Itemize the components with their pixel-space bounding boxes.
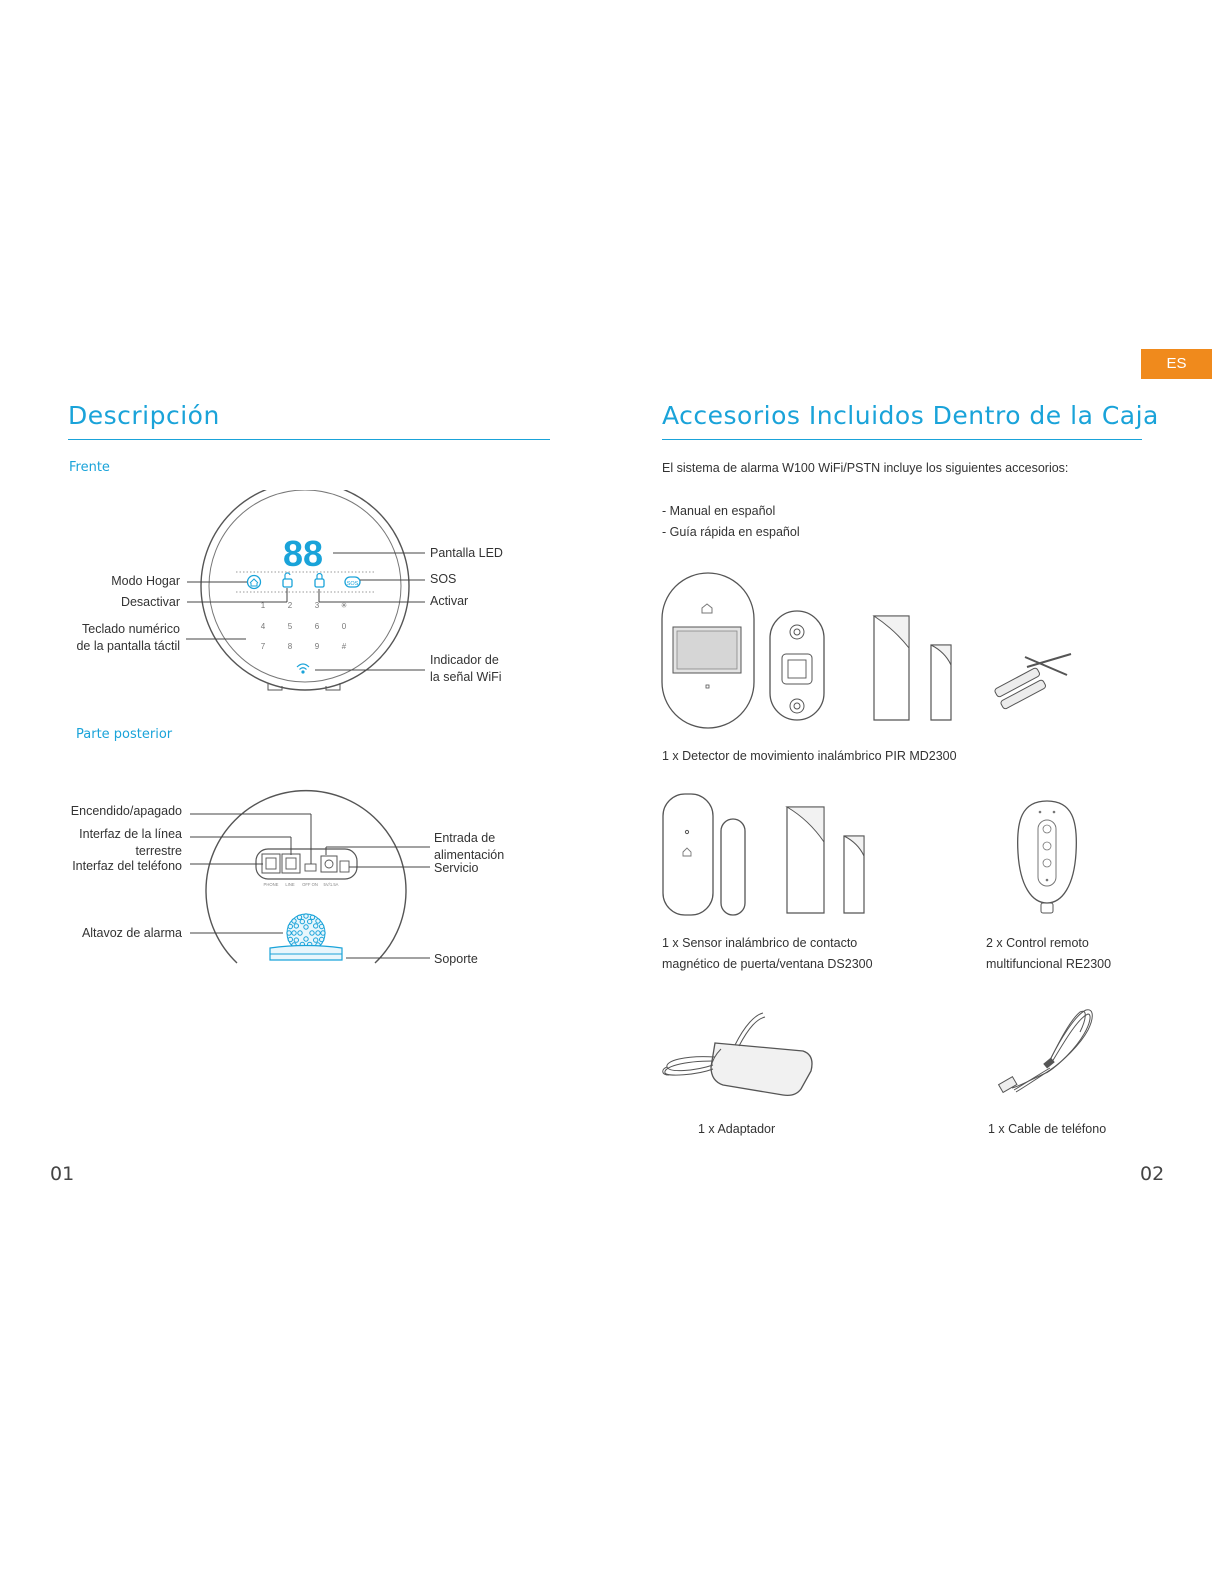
left-title-rule [68, 439, 550, 440]
disarm-icon[interactable] [283, 573, 292, 587]
power-adapter-illustration [655, 1005, 825, 1105]
label-alarm-speaker: Altavoz de alarma [81, 926, 182, 940]
sos-icon[interactable] [345, 577, 360, 587]
label-landline-interface: Interfaz de la línea terrestre [79, 827, 182, 858]
language-tab[interactable]: ES [1141, 349, 1212, 379]
item-telephone-cable: 1 x Cable de teléfono [988, 1122, 1107, 1136]
keypad-key[interactable]: 8 [287, 642, 293, 651]
back-heading: Parte posterior [76, 727, 173, 742]
doc-item-manual: - Manual en español [662, 504, 776, 518]
keypad-key[interactable]: 9 [314, 642, 320, 651]
page-number-right: 02 [1140, 1163, 1165, 1185]
keypad-key[interactable]: 7 [260, 642, 266, 651]
arm-icon[interactable] [315, 574, 324, 588]
label-keypad: Teclado numérico de la pantalla táctil [76, 622, 180, 653]
remote-control-illustration [1010, 798, 1085, 918]
right-title-rule [662, 439, 1142, 440]
keypad-key[interactable]: 4 [260, 622, 266, 631]
keypad-key[interactable]: ✳ [340, 601, 348, 610]
label-disarm: Desactivar [120, 595, 180, 609]
pir-detector-illustration [655, 570, 1095, 735]
led-digits: 88 [282, 533, 324, 574]
port-label: 5V/1.5A [323, 882, 339, 887]
label-sos: SOS [430, 572, 457, 586]
label-power-switch: Encendido/apagado [70, 804, 182, 818]
doc-item-quick-guide: - Guía rápida en español [662, 525, 800, 539]
label-wifi-indicator: Indicador de la señal WiFi [430, 653, 502, 684]
label-stand: Soporte [434, 952, 478, 966]
keypad-key[interactable]: 5 [287, 622, 293, 631]
front-heading: Frente [69, 460, 110, 475]
port-label: LINE [285, 882, 295, 887]
page-number-left: 01 [50, 1163, 75, 1185]
keypad-key[interactable]: 2 [287, 601, 293, 610]
home-mode-icon[interactable] [248, 576, 261, 589]
item-pir-detector: 1 x Detector de movimiento inalámbrico PIR MD2300 [662, 749, 957, 763]
item-remote-control: 2 x Control remoto multifuncional RE2300 [986, 936, 1112, 971]
port-label: PHONE [263, 882, 279, 887]
keypad-key[interactable]: 1 [260, 601, 266, 610]
item-adapter: 1 x Adaptador [698, 1122, 776, 1136]
door-contact-sensor-illustration [655, 790, 885, 920]
wifi-icon [297, 664, 309, 673]
label-home-mode: Modo Hogar [111, 574, 180, 588]
right-title: Accesorios Incluidos Dentro de la Caja [662, 401, 1159, 430]
item-contact-sensor: 1 x Sensor inalámbrico de contacto magnético de puerta/ventana DS2300 [662, 936, 873, 971]
label-arm: Activar [430, 594, 469, 608]
label-led-display: Pantalla LED [430, 546, 503, 560]
keypad-key[interactable]: 6 [314, 622, 320, 631]
label-phone-interface: Interfaz del teléfono [72, 859, 182, 873]
keypad-key[interactable]: 3 [314, 601, 320, 610]
keypad-key[interactable]: # [341, 642, 347, 651]
svg-text:SOS: SOS [346, 581, 359, 587]
label-service: Servicio [434, 861, 479, 875]
left-title: Descripción [68, 401, 220, 430]
intro-text: El sistema de alarma W100 WiFi/PSTN incluye los siguientes accesorios: [662, 461, 1069, 475]
keypad-key[interactable]: 0 [341, 622, 347, 631]
label-power-input: Entrada de alimentación [434, 831, 505, 862]
touch-keypad[interactable] [261, 601, 348, 651]
telephone-cable-illustration [990, 1000, 1100, 1100]
port-label: OFF ON [302, 882, 318, 887]
